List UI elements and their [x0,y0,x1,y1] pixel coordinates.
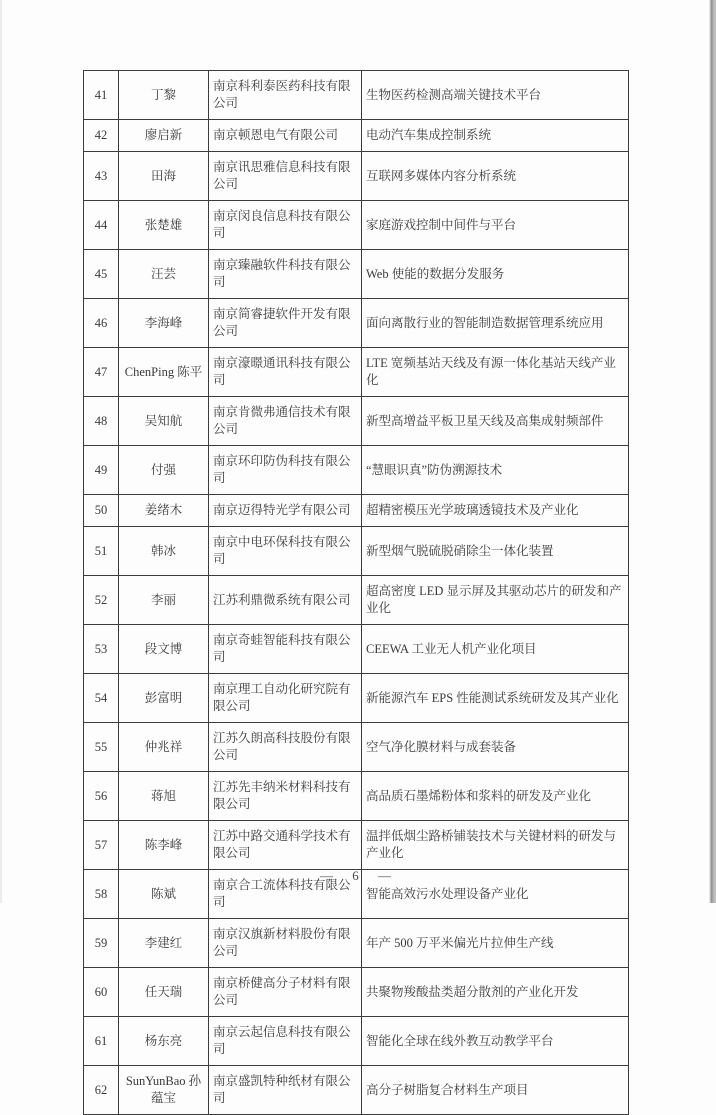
row-number-cell: 59 [84,919,119,968]
company-cell: 南京讯思雅信息科技有限公司 [209,152,362,201]
company-cell: 南京桥健高分子材料有限公司 [209,968,362,1017]
table-row [84,152,629,201]
row-number-cell: 54 [84,674,119,723]
person-name-cell: 田海 [119,152,209,201]
page-number: — 6 — [320,868,391,883]
company-cell: 江苏先丰纳米材料科技有限公司 [209,772,362,821]
row-number-cell: 55 [84,723,119,772]
company-cell: 南京臻融软件科技有限公司 [209,250,362,299]
company-cell: 南京科利泰医药科技有限公司 [209,71,362,120]
table [83,70,629,1115]
project-cell: 新型烟气脱硫脱硝除尘一体化装置 [362,527,629,576]
person-name-cell: 丁黎 [119,71,209,120]
project-cell: 智能高效污水处理设备产业化 [362,870,629,919]
company-cell: 南京环印防伪科技有限公司 [209,446,362,495]
table-row [84,772,629,821]
table-row [84,1017,629,1066]
project-cell: 家庭游戏控制中间件与平台 [362,201,629,250]
person-name-cell: 李海峰 [119,299,209,348]
company-cell: 南京奇蛙智能科技有限公司 [209,625,362,674]
row-number-cell: 44 [84,201,119,250]
person-name-cell: 李建红 [119,919,209,968]
company-cell: 南京肯微弗通信技术有限公司 [209,397,362,446]
project-cell: LTE 宽频基站天线及有源一体化基站天线产业化 [362,348,629,397]
row-number-cell: 60 [84,968,119,1017]
table-row [84,625,629,674]
row-number-cell: 56 [84,772,119,821]
talent-project-table [83,70,628,1115]
table-row [84,674,629,723]
row-number-cell: 52 [84,576,119,625]
project-cell: 新型高增益平板卫星天线及高集成射频部件 [362,397,629,446]
table-row [84,250,629,299]
company-cell: 江苏久朗高科技股份有限公司 [209,723,362,772]
company-cell: 江苏中路交通科学技术有限公司 [209,821,362,870]
project-cell: 年产 500 万平米偏光片拉伸生产线 [362,919,629,968]
table-row [84,299,629,348]
person-name-cell: 彭富明 [119,674,209,723]
company-cell: 南京迈得特光学有限公司 [209,495,362,527]
project-cell: 共聚物羧酸盐类超分散剂的产业化开发 [362,968,629,1017]
person-name-cell: 任天瑞 [119,968,209,1017]
table-row [84,1066,629,1115]
table-row [84,723,629,772]
table-row [84,348,629,397]
project-cell: 面向离散行业的智能制造数据管理系统应用 [362,299,629,348]
row-number-cell: 46 [84,299,119,348]
row-number-cell: 57 [84,821,119,870]
person-name-cell: 杨东亮 [119,1017,209,1066]
project-cell: 新能源汽车 EPS 性能测试系统研发及其产业化 [362,674,629,723]
row-number-cell: 50 [84,495,119,527]
project-cell: 电动汽车集成控制系统 [362,120,629,152]
company-cell: 南京理工自动化研究院有限公司 [209,674,362,723]
project-cell: CEEWA 工业无人机产业化项目 [362,625,629,674]
row-number-cell: 51 [84,527,119,576]
project-cell: “慧眼识真”防伪溯源技术 [362,446,629,495]
project-cell: 生物医药检测高端关键技术平台 [362,71,629,120]
person-name-cell: 李丽 [119,576,209,625]
table-row [84,120,629,152]
table-row [84,201,629,250]
table-row [84,527,629,576]
person-name-cell: 蒋旭 [119,772,209,821]
row-number-cell: 53 [84,625,119,674]
project-cell: 空气净化膜材料与成套装备 [362,723,629,772]
person-name-cell: 仲兆祥 [119,723,209,772]
company-cell: 南京云起信息科技有限公司 [209,1017,362,1066]
project-cell: 超精密模压光学玻璃透镜技术及产业化 [362,495,629,527]
company-cell: 南京闵良信息科技有限公司 [209,201,362,250]
row-number-cell: 45 [84,250,119,299]
project-cell: 超高密度 LED 显示屏及其驱动芯片的研发和产业化 [362,576,629,625]
company-cell: 江苏利鼎微系统有限公司 [209,576,362,625]
person-name-cell: ChenPing 陈平 [119,348,209,397]
person-name-cell: 段文博 [119,625,209,674]
company-cell: 南京濠暻通讯科技有限公司 [209,348,362,397]
row-number-cell: 47 [84,348,119,397]
table-body [84,71,629,1115]
person-name-cell: SunYunBao 孙蕴宝 [119,1066,209,1115]
row-number-cell: 48 [84,397,119,446]
person-name-cell: 汪芸 [119,250,209,299]
company-cell: 南京汉旗新材料股份有限公司 [209,919,362,968]
row-number-cell: 61 [84,1017,119,1066]
table-row [84,968,629,1017]
row-number-cell: 49 [84,446,119,495]
table-row [84,919,629,968]
page-left-edge [0,0,2,903]
table-row [84,446,629,495]
person-name-cell: 吴知航 [119,397,209,446]
company-cell: 南京中电环保科技有限公司 [209,527,362,576]
person-name-cell: 廖启新 [119,120,209,152]
page-right-edge-shadow [709,0,716,903]
project-cell: 互联网多媒体内容分析系统 [362,152,629,201]
row-number-cell: 43 [84,152,119,201]
table-row [84,495,629,527]
table-row [84,821,629,870]
row-number-cell: 42 [84,120,119,152]
table-row [84,71,629,120]
person-name-cell: 陈斌 [119,870,209,919]
table-row [84,576,629,625]
person-name-cell: 韩冰 [119,527,209,576]
project-cell: 高品质石墨烯粉体和浆料的研发及产业化 [362,772,629,821]
person-name-cell: 陈李峰 [119,821,209,870]
company-cell: 南京盛凯特种纸材有限公司 [209,1066,362,1115]
row-number-cell: 58 [84,870,119,919]
person-name-cell: 张楚雄 [119,201,209,250]
person-name-cell: 姜绪木 [119,495,209,527]
company-cell: 南京简睿捷软件开发有限公司 [209,299,362,348]
person-name-cell: 付强 [119,446,209,495]
project-cell: 温拌低烟尘路桥铺装技术与关键材料的研发与产业化 [362,821,629,870]
company-cell: 南京合工流体科技有限公司 [209,870,362,919]
project-cell: 智能化全球在线外教互动教学平台 [362,1017,629,1066]
row-number-cell: 62 [84,1066,119,1115]
table-row [84,397,629,446]
company-cell: 南京顿恩电气有限公司 [209,120,362,152]
row-number-cell: 41 [84,71,119,120]
project-cell: 高分子树脂复合材料生产项目 [362,1066,629,1115]
project-cell: Web 使能的数据分发服务 [362,250,629,299]
